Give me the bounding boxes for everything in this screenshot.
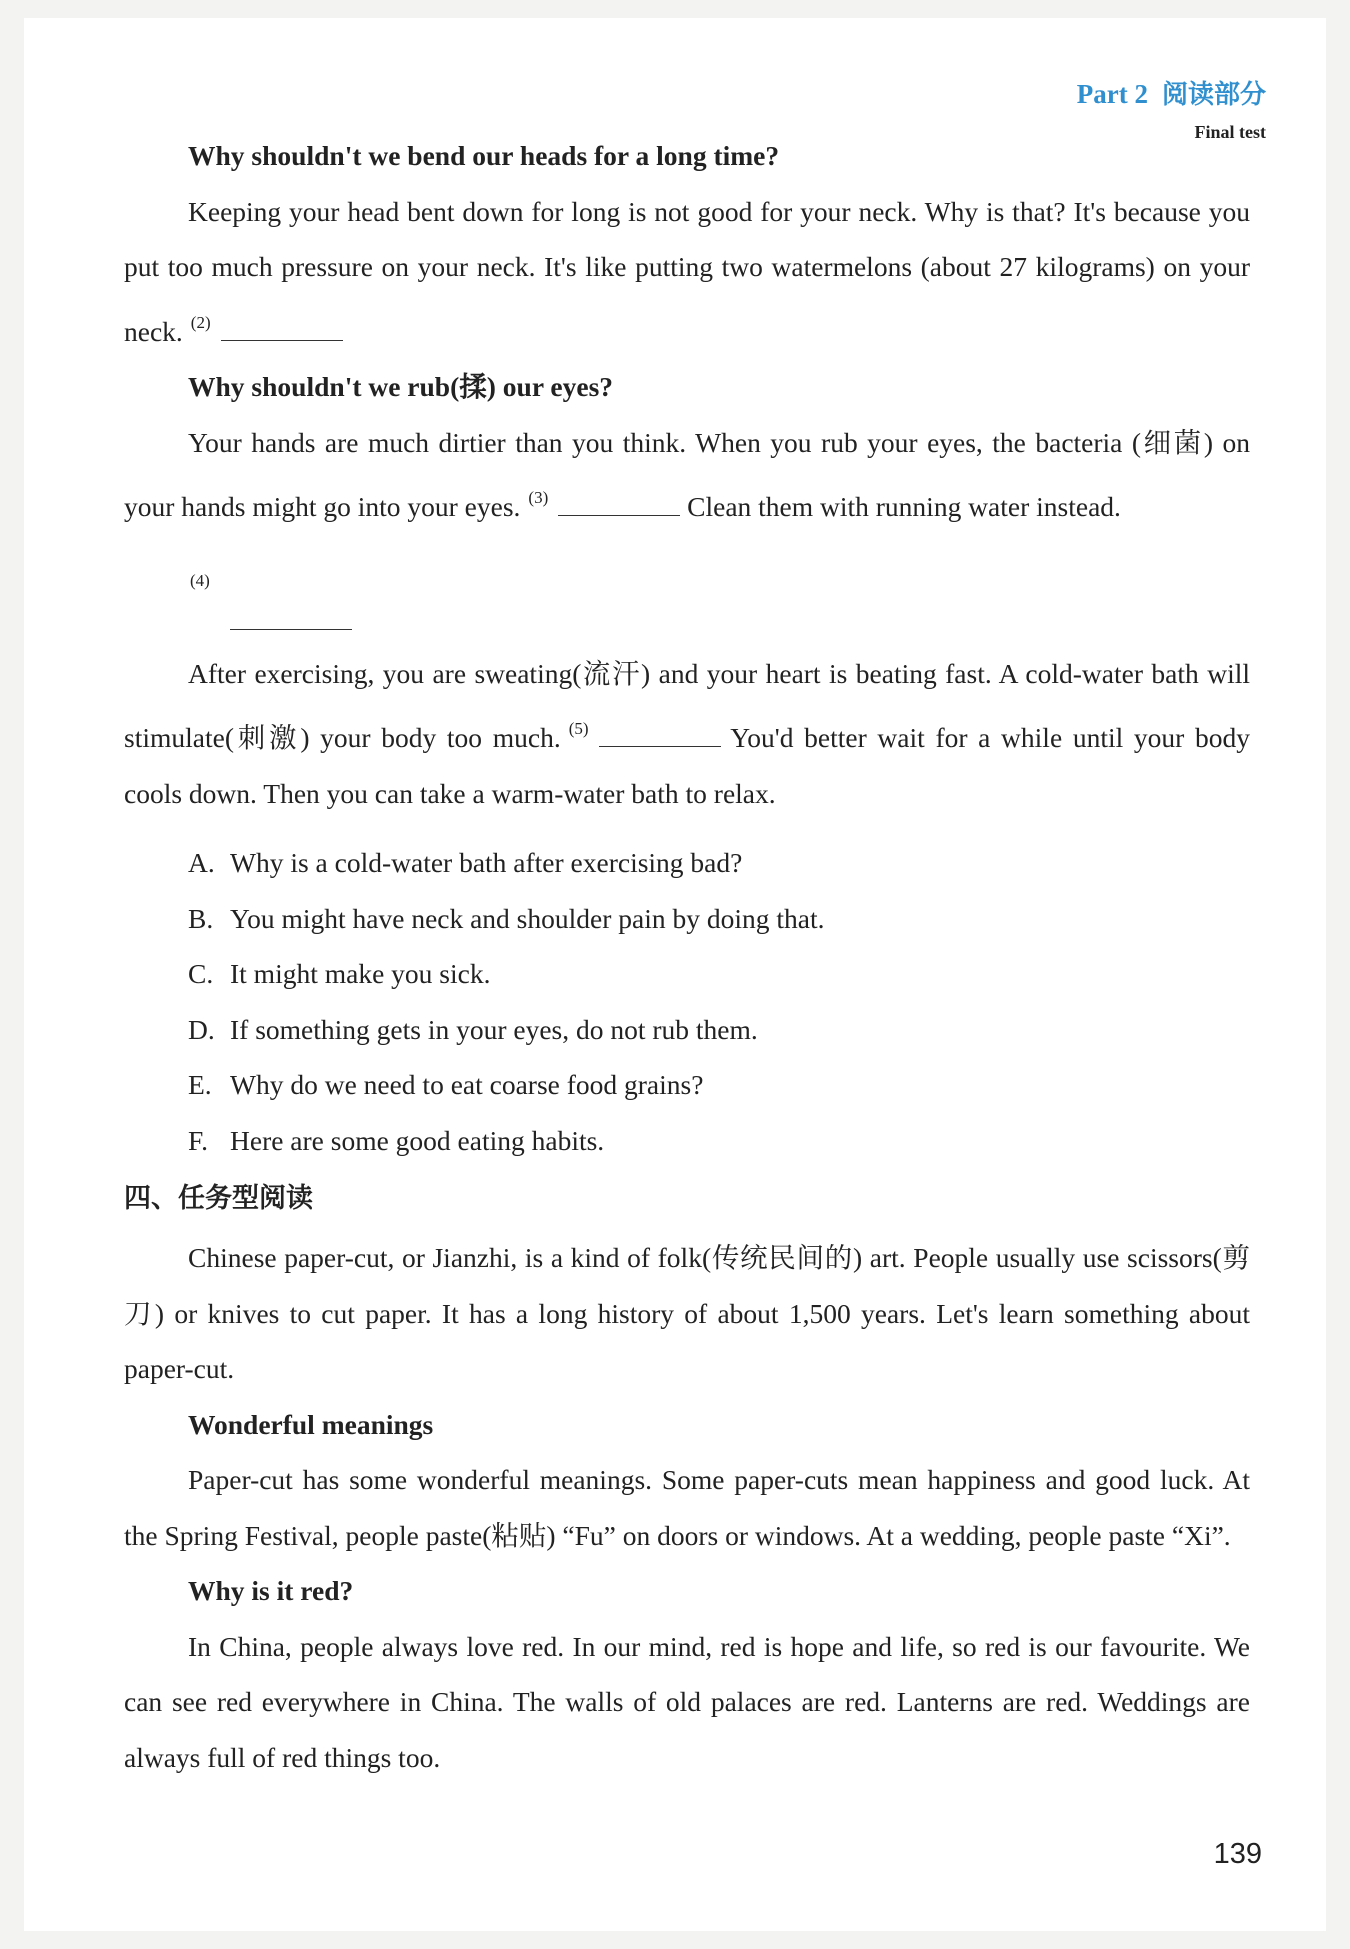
- header-section: 阅读部分: [1161, 80, 1266, 110]
- paragraph-text: Keeping your head bent down for long is not good for your neck. Why is that? It's because you put too much pressure on your neck. It's like putting two watermelons (about 27 kilograms) on your neck.: [124, 195, 1250, 347]
- paragraph-rub-eyes: [124, 415, 1250, 535]
- option-f: [124, 1113, 1250, 1169]
- heading-rub-eyes: Why shouldn't we rub(揉) our eyes?: [188, 371, 614, 402]
- question-number-2: (2): [190, 312, 211, 332]
- paragraph-text: After exercising, you are sweating(流汗) and your heart is beating fast. A cold-water bath will stimulate(刺激) your body too much.: [124, 657, 1250, 753]
- heading-bend-heads: Why shouldn't we bend our heads for a long time?: [188, 140, 780, 171]
- option-text: If something gets in your eyes, do not rub them.: [230, 1013, 758, 1045]
- option-b: [124, 891, 1250, 947]
- paragraph-text: You'd better wait for a while until your body cools down. Then you can take a warm-water bath to relax.: [124, 722, 1250, 809]
- paragraph-text: Your hands are much dirtier than you think. When you rub your eyes, the bacteria (细菌) on your hands might go into your eyes.: [124, 426, 1250, 522]
- paragraph-intro: Chinese paper-cut, or Jianzhi, is a kind of folk(传统民间的) art. People usually use scissors(剪刀) or knives to cut paper. It has a long history of about 1,500 years. Let's learn something about paper-cut.: [124, 1242, 1250, 1384]
- option-letter: C.: [188, 958, 214, 989]
- paragraph-text: Clean them with running water instead.: [687, 491, 1121, 522]
- option-letter: F.: [188, 1124, 208, 1156]
- answer-blank-4[interactable]: [230, 605, 352, 630]
- header-part-label: Part 2: [1076, 79, 1148, 109]
- options-list: [124, 835, 1250, 1168]
- section-heading-task-reading: 四、任务型阅读: [124, 1183, 313, 1214]
- option-text: Why is a cold-water bath after exercising bad?: [230, 847, 743, 878]
- paragraph-bend-heads: [124, 184, 1250, 360]
- header-final-test: Final test: [1194, 122, 1266, 142]
- paragraph-meanings: Paper-cut has some wonderful meanings. Some paper-cuts mean happiness and good luck. At the Spring Festival, people paste(粘贴) “Fu” on doors or windows. At a wedding, people paste “Xi”.: [124, 1464, 1250, 1551]
- paragraph-red: In China, people always love red. In our mind, red is hope and life, so red is our favourite. We can see red everywhere in China. The walls of old palaces are red. Lanterns are red. Weddings are always full of red things too.: [124, 1630, 1250, 1773]
- option-text: It might make you sick.: [230, 958, 491, 989]
- header-part: [1077, 74, 1266, 111]
- option-text: Here are some good eating habits.: [230, 1124, 605, 1156]
- option-letter: E.: [188, 1069, 212, 1100]
- option-c: [124, 946, 1250, 1002]
- question-number-4: (4): [190, 570, 210, 590]
- option-letter: D.: [188, 1013, 215, 1045]
- option-e: [124, 1057, 1250, 1113]
- page-number: 139: [1213, 1838, 1262, 1870]
- question-number-3: (3): [528, 488, 549, 507]
- answer-blank-3[interactable]: [558, 491, 680, 516]
- question-4: [124, 535, 1250, 646]
- option-text: Why do we need to eat coarse food grains?: [230, 1069, 704, 1100]
- heading-why-red: Why is it red?: [188, 1575, 354, 1606]
- question-number-5: (5): [568, 719, 589, 738]
- answer-blank-5[interactable]: [599, 722, 721, 747]
- heading-wonderful-meanings: Wonderful meanings: [188, 1408, 434, 1440]
- option-letter: B.: [188, 902, 214, 934]
- answer-blank-2[interactable]: [221, 316, 343, 341]
- option-text: You might have neck and shoulder pain by doing that.: [230, 902, 825, 934]
- option-d: [124, 1002, 1250, 1058]
- option-letter: A.: [188, 847, 215, 878]
- paragraph-cold-bath: [124, 646, 1250, 822]
- option-a: [124, 835, 1250, 891]
- page-content: [124, 128, 1250, 1785]
